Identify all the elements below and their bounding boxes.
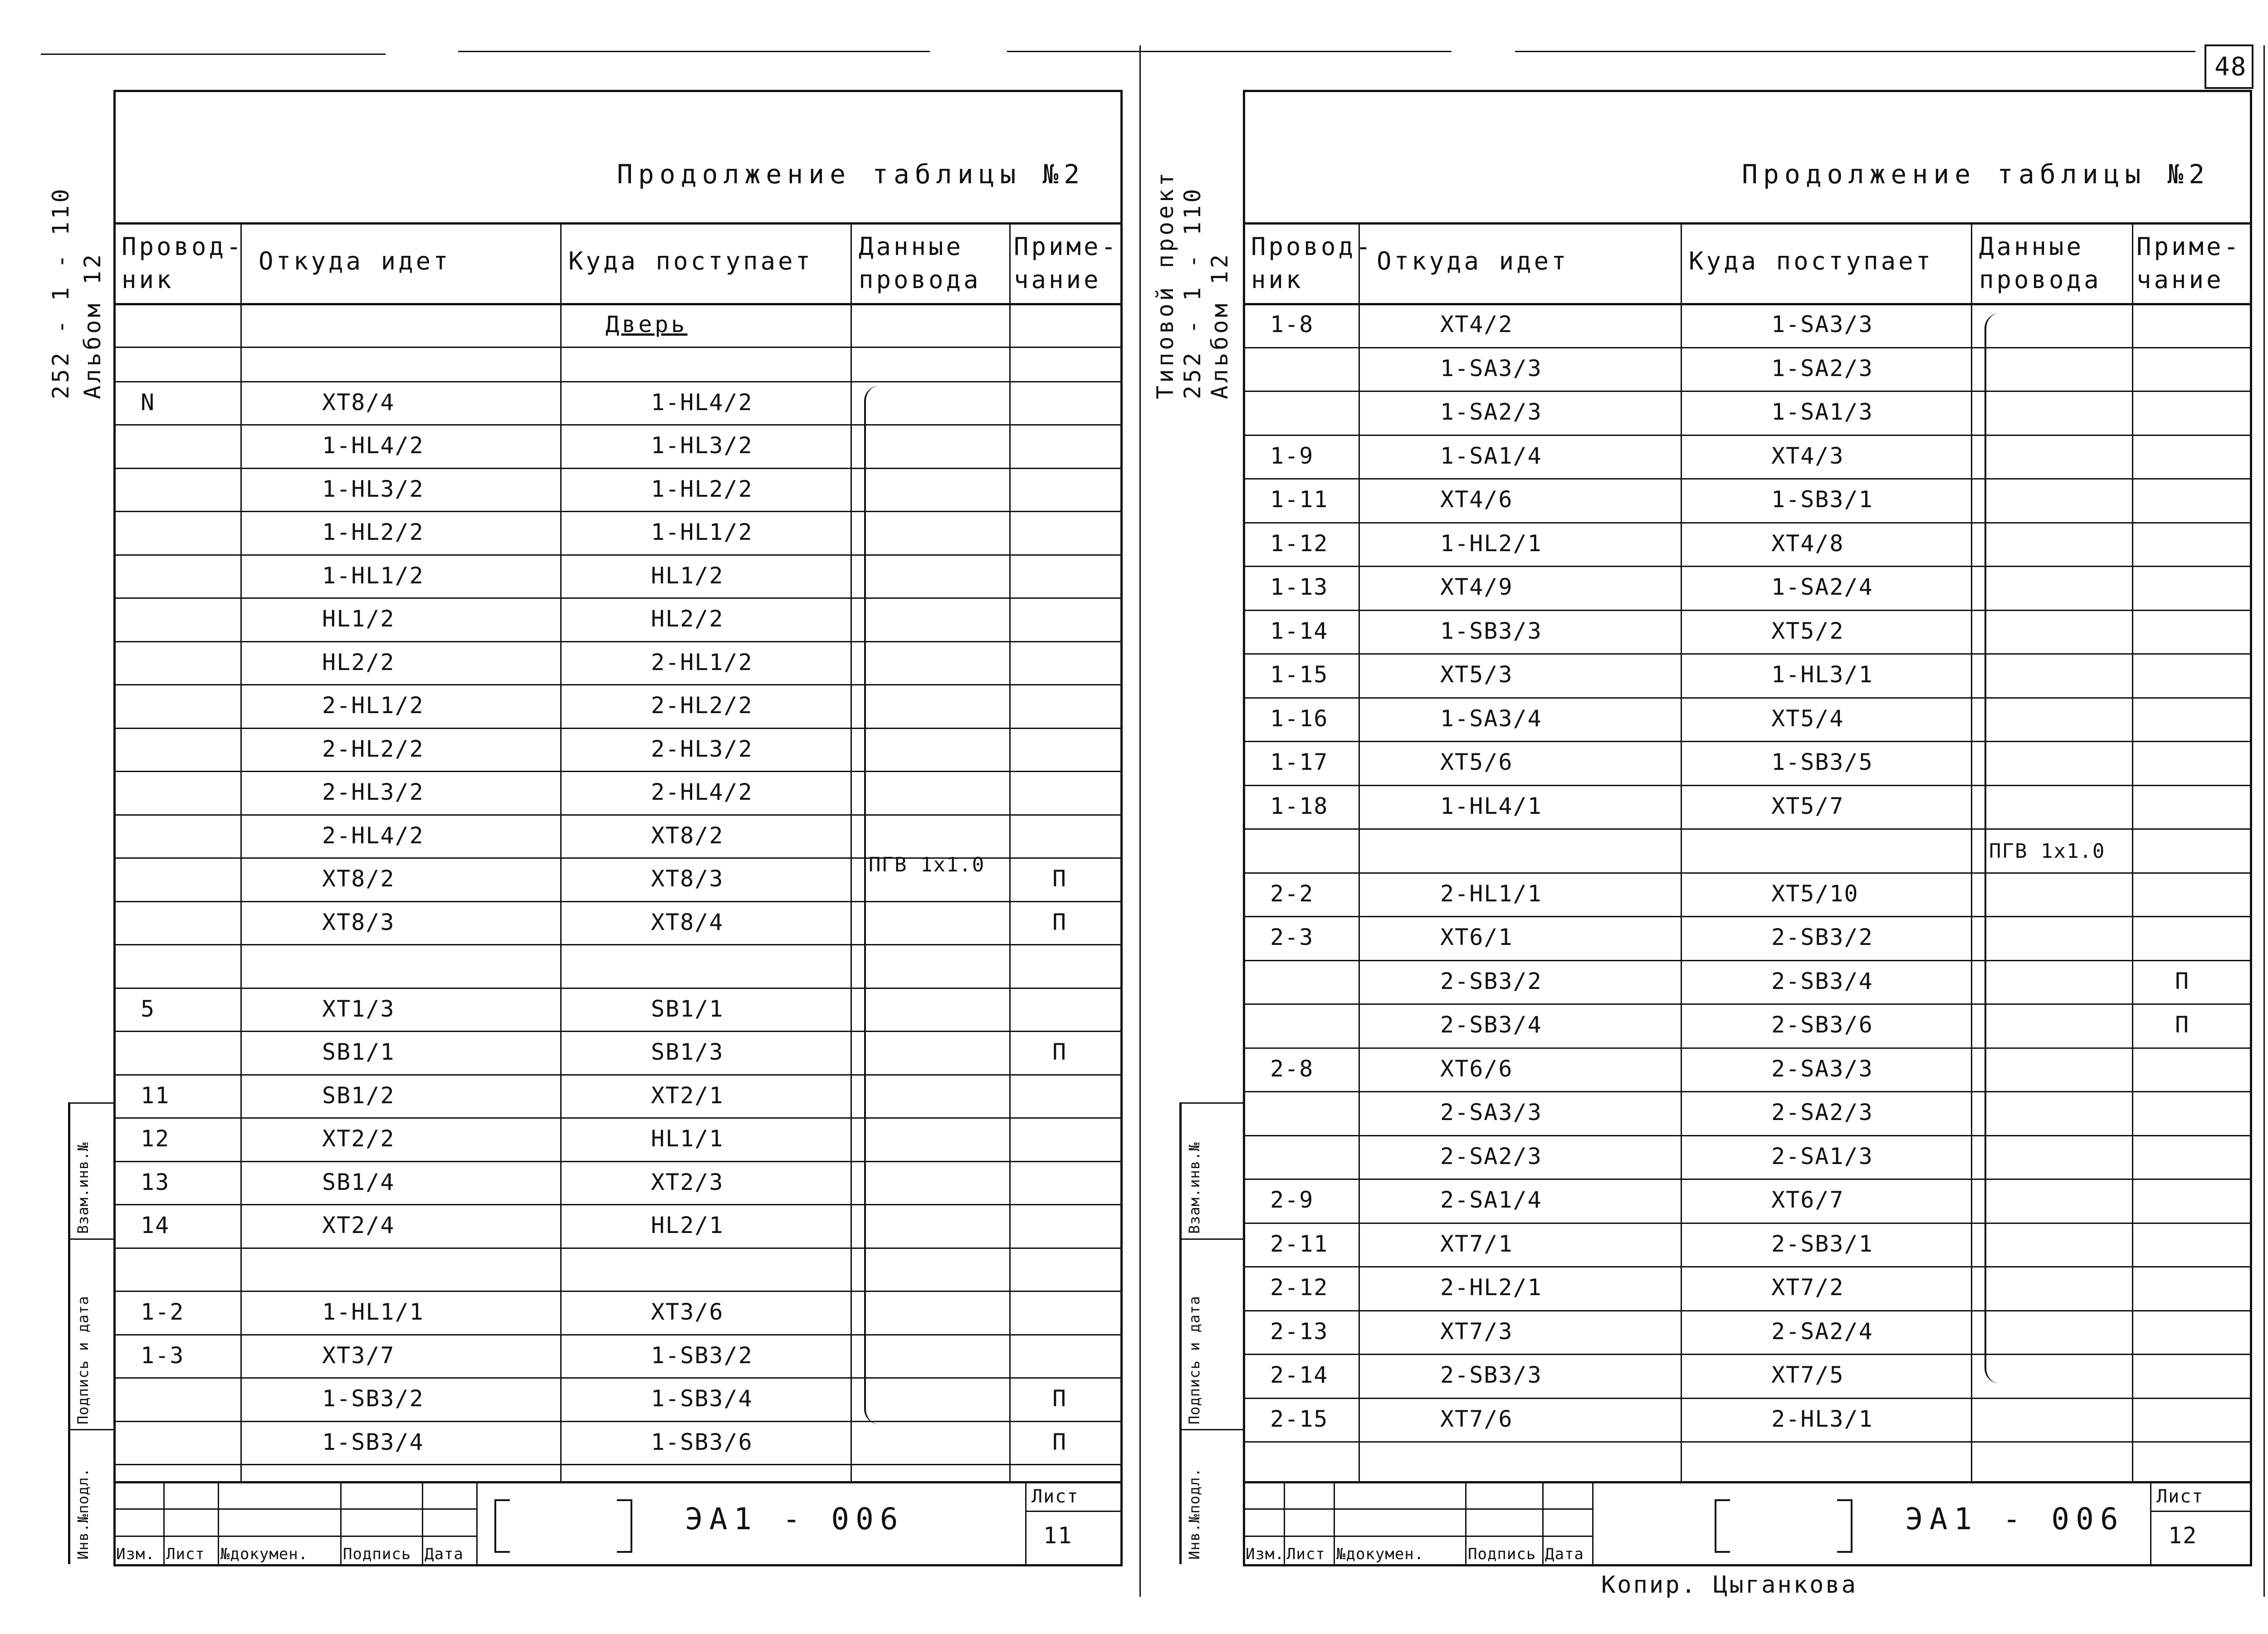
cell-to: 1-HL3/1 xyxy=(1771,661,1873,688)
wire-data-label: ПГВ 1х1.0 xyxy=(1989,840,2106,863)
stamp-bracket-right xyxy=(617,1499,632,1553)
cell-to: 2-HL4/2 xyxy=(651,779,753,806)
cell-wire: 2-2 xyxy=(1270,880,1314,907)
row-line xyxy=(1243,828,2250,830)
row-line xyxy=(1243,653,2250,655)
header-from-line: Откуда идет xyxy=(1377,247,1569,275)
cell-wire: 11 xyxy=(141,1082,170,1109)
row-line xyxy=(1243,1266,2250,1267)
row-line xyxy=(113,1161,1120,1162)
frame-bottom xyxy=(1243,1564,2252,1566)
row-line xyxy=(113,1031,1120,1032)
header-note xyxy=(2136,230,2241,297)
row-line xyxy=(1243,741,2250,742)
stamp-code: ЭА1 - 006 xyxy=(685,1502,904,1536)
cell-from: SB1/4 xyxy=(322,1169,395,1195)
row-line xyxy=(1243,697,2250,699)
cell-to: 2-SB3/6 xyxy=(1771,1012,1873,1038)
stamp-col-line xyxy=(422,1481,423,1564)
cell-to: 2-SB3/4 xyxy=(1771,968,1873,994)
header-wire-line: ник xyxy=(1251,265,1304,294)
header-bottom-line xyxy=(113,303,1123,305)
stamp-col-label: Дата xyxy=(425,1545,464,1563)
stamp-row-line xyxy=(1243,1508,1592,1510)
cell-from: 1-HL4/2 xyxy=(322,432,424,459)
cell-to: 2-HL3/1 xyxy=(1771,1405,1873,1432)
cell-from: XT5/3 xyxy=(1440,661,1513,688)
cell-to: 2-SA1/3 xyxy=(1771,1143,1873,1169)
side-stamp-label: Инв.№подл. xyxy=(74,1468,92,1560)
cell-to: HL2/1 xyxy=(651,1212,724,1239)
cell-to: 2-SB3/1 xyxy=(1771,1230,1873,1257)
stamp-col-label: Подпись xyxy=(343,1545,411,1563)
row-line xyxy=(113,1117,1120,1119)
header-from xyxy=(259,245,451,278)
cell-to: XT6/7 xyxy=(1771,1187,1844,1213)
cell-to: 2-HL3/2 xyxy=(651,735,753,762)
side-stamp-label: Подпись и дата xyxy=(74,1296,92,1424)
row-line xyxy=(113,684,1120,685)
cell-from: 2-SA1/4 xyxy=(1440,1187,1542,1213)
row-line xyxy=(1243,785,2250,786)
cell-from: XT4/2 xyxy=(1440,311,1513,338)
cell-to: XT8/3 xyxy=(651,866,724,892)
cell-to: 2-SA2/4 xyxy=(1771,1318,1873,1345)
cell-to: XT5/4 xyxy=(1771,705,1844,732)
row-line xyxy=(113,988,1120,989)
cell-from: 2-SA3/3 xyxy=(1440,1099,1542,1125)
row-line xyxy=(1243,435,2250,436)
side-album-label: Альбом 12 xyxy=(1207,252,1233,399)
cell-wire: 1-11 xyxy=(1270,486,1329,513)
cell-to: 1-HL2/2 xyxy=(651,475,753,502)
cell-from: 1-SB3/3 xyxy=(1440,617,1542,644)
cell-wire: 1-12 xyxy=(1270,530,1329,557)
cell-from: XT4/6 xyxy=(1440,486,1513,513)
row-line xyxy=(1243,1398,2250,1399)
cell-from: 2-SB3/2 xyxy=(1440,968,1542,994)
row-line xyxy=(1243,1354,2250,1355)
right-edge-line xyxy=(2263,45,2265,1597)
cell-from: HL1/2 xyxy=(322,606,395,632)
cell-from: 1-HL1/2 xyxy=(322,562,424,589)
header-bottom-line xyxy=(1243,303,2252,305)
column-divider xyxy=(1681,222,1682,1481)
cell-wire: 1-8 xyxy=(1270,311,1314,338)
cell-from: 2-HL2/1 xyxy=(1440,1274,1542,1301)
cell-wire: 1-15 xyxy=(1270,661,1329,688)
cell-wire: 1-9 xyxy=(1270,442,1314,469)
row-line xyxy=(1243,1003,2250,1005)
cell-to: XT4/8 xyxy=(1771,530,1844,557)
header-wire xyxy=(122,230,244,297)
stamp-top-line xyxy=(113,1481,1123,1483)
cell-to: XT5/2 xyxy=(1771,617,1844,644)
row-line xyxy=(113,944,1120,945)
cell-wire: 2-13 xyxy=(1270,1318,1329,1345)
fold-line xyxy=(1139,45,1141,1597)
stamp-sheet-number: 11 xyxy=(1043,1522,1073,1549)
cell-note: П xyxy=(1052,1039,1067,1066)
row-line xyxy=(113,1377,1120,1379)
row-line xyxy=(113,511,1120,512)
cell-wire: 12 xyxy=(141,1125,170,1152)
stamp-bracket-right xyxy=(1837,1499,1853,1553)
stamp-col-line xyxy=(218,1481,219,1564)
cell-note: П xyxy=(1052,1429,1067,1455)
cell-wire: 1-3 xyxy=(141,1342,185,1369)
row-line xyxy=(113,597,1120,599)
cell-to: 1-HL1/2 xyxy=(651,519,753,546)
side-stamp-label: Взам.инв.№ xyxy=(1186,1142,1203,1234)
stamp-col-label: Дата xyxy=(1545,1545,1584,1563)
header-top-line xyxy=(1243,222,2252,225)
cell-to: 1-HL4/2 xyxy=(651,389,753,416)
cell-to: XT2/1 xyxy=(651,1082,724,1109)
cell-from: XT6/1 xyxy=(1440,924,1513,950)
side-stamp-line xyxy=(1179,1102,1243,1104)
cell-from: XT1/3 xyxy=(322,995,395,1022)
cell-to: SB1/3 xyxy=(651,1039,724,1066)
cell-wire: 1-18 xyxy=(1270,793,1329,819)
stamp-col-label: №докумен. xyxy=(1336,1545,1424,1563)
cell-wire: 2-3 xyxy=(1270,924,1314,950)
frame-right xyxy=(2250,90,2252,1564)
cell-to: 1-SA2/4 xyxy=(1771,574,1873,600)
stamp-code: ЭА1 - 006 xyxy=(1905,1502,2125,1536)
cell-to: 1-SA3/3 xyxy=(1771,311,1873,338)
cell-to: XT2/3 xyxy=(651,1169,724,1195)
header-data-line: Данные xyxy=(1979,232,2084,261)
cell-wire: 1-2 xyxy=(141,1299,185,1326)
cell-wire: 5 xyxy=(141,995,156,1022)
row-line xyxy=(1243,1441,2250,1443)
side-stamp-label: Инв.№подл. xyxy=(1186,1468,1203,1560)
cell-wire: 1-13 xyxy=(1270,574,1329,600)
side-stamp-line xyxy=(1179,1429,1243,1430)
row-line xyxy=(113,728,1120,729)
row-line xyxy=(113,468,1120,469)
cell-wire: 2-15 xyxy=(1270,1405,1329,1432)
cell-from: 2-SB3/3 xyxy=(1440,1362,1542,1388)
cell-to: XT5/7 xyxy=(1771,793,1844,819)
cell-to: 2-SA2/3 xyxy=(1771,1099,1873,1125)
side-stamp-line xyxy=(1179,1238,1243,1240)
cell-to: HL1/1 xyxy=(651,1125,724,1152)
cell-from: XT8/4 xyxy=(322,389,395,416)
cell-from: XT6/6 xyxy=(1440,1055,1513,1082)
stamp-sheet-number: 12 xyxy=(2168,1522,2198,1549)
row-line xyxy=(1243,347,2250,348)
data-brace xyxy=(864,386,880,1424)
cell-from: HL2/2 xyxy=(322,649,395,675)
cell-to: XT3/6 xyxy=(651,1299,724,1326)
cell-from: XT2/2 xyxy=(322,1125,395,1152)
cell-wire: 1-16 xyxy=(1270,705,1329,732)
page-number-box xyxy=(2204,44,2253,89)
stamp-sheet-divider xyxy=(2150,1481,2151,1564)
stamp-top-line xyxy=(1243,1481,2252,1483)
stamp-col-line xyxy=(163,1481,165,1564)
cell-from: 1-HL3/2 xyxy=(322,475,424,502)
stamp-sheet-divider xyxy=(1025,1481,1026,1564)
header-to xyxy=(1689,245,1933,278)
stamp-sheet-line xyxy=(2150,1511,2250,1512)
cell-from: 2-HL3/2 xyxy=(322,779,424,806)
cell-note: П xyxy=(1052,866,1067,892)
stamp-col-label: №докумен. xyxy=(220,1545,308,1563)
frame-top xyxy=(1243,90,2252,92)
header-data-line: провода xyxy=(859,265,981,294)
stamp-col-label: Лист xyxy=(1286,1545,1325,1563)
side-project-code: 252 - 1 - 110 xyxy=(48,186,74,399)
frame-top xyxy=(113,90,1123,92)
cell-to: XT8/2 xyxy=(651,822,724,849)
cell-from: 1-HL2/2 xyxy=(322,519,424,546)
wire-data-label: ПГВ 1х1.0 xyxy=(869,853,985,876)
row-line xyxy=(113,814,1120,816)
stamp-col-label: Лист xyxy=(166,1545,205,1563)
page-number: 48 xyxy=(2214,52,2247,82)
row-line xyxy=(113,1204,1120,1205)
stamp-bracket-left xyxy=(1715,1499,1730,1553)
cell-wire: 2-8 xyxy=(1270,1055,1314,1082)
row-line xyxy=(113,1421,1120,1422)
frame-left xyxy=(1243,90,1245,1564)
row-line xyxy=(113,347,1120,348)
cell-from: 2-HL2/2 xyxy=(322,735,424,762)
row-line xyxy=(1243,916,2250,917)
cell-to: 2-SA3/3 xyxy=(1771,1055,1873,1082)
cell-to: XT5/10 xyxy=(1771,880,1859,907)
header-to-line: Куда поступает xyxy=(1689,247,1934,275)
cell-to: 1-HL3/2 xyxy=(651,432,753,459)
row-line xyxy=(113,901,1120,902)
cell-from: 1-SA1/4 xyxy=(1440,442,1542,469)
cell-from: SB1/2 xyxy=(322,1082,395,1109)
cell-from: XT7/1 xyxy=(1440,1230,1513,1257)
header-wire xyxy=(1251,230,1374,297)
header-to xyxy=(568,245,813,278)
cell-from: 1-HL2/1 xyxy=(1440,530,1542,557)
header-top-line xyxy=(113,222,1123,225)
stamp-sheet-label: Лист xyxy=(2156,1486,2204,1507)
stamp-col-line xyxy=(1592,1481,1593,1564)
frame-bottom xyxy=(113,1564,1123,1566)
cell-to: XT8/4 xyxy=(651,909,724,935)
stamp-col-line xyxy=(476,1481,478,1564)
cell-from: 2-HL1/2 xyxy=(322,692,424,719)
side-project-type: Типовой проект xyxy=(1152,170,1178,399)
side-stamp-left xyxy=(1179,1102,1182,1564)
stamp-row-line xyxy=(1243,1536,1592,1537)
header-note-line: Приме- xyxy=(1014,232,1119,261)
header-note-line: чание xyxy=(1014,265,1101,294)
row-line xyxy=(113,1464,1120,1465)
cell-from: XT7/3 xyxy=(1440,1318,1513,1345)
row-line xyxy=(1243,522,2250,523)
cell-to: 1-SB3/5 xyxy=(1771,749,1873,775)
column-divider xyxy=(1971,222,1972,1481)
column-divider xyxy=(1359,222,1360,1481)
frame-right xyxy=(1120,90,1123,1564)
cell-to: HL1/2 xyxy=(651,562,724,589)
side-project-code: 252 - 1 - 110 xyxy=(1179,186,1206,399)
top-dash xyxy=(41,54,386,55)
cell-wire: 2-11 xyxy=(1270,1230,1329,1257)
header-to-line: Куда поступает xyxy=(568,247,813,275)
stamp-sheet-line xyxy=(1025,1511,1120,1512)
row-line xyxy=(113,381,1120,382)
cell-to: HL2/2 xyxy=(651,606,724,632)
header-from xyxy=(1377,245,1569,278)
header-note-line: чание xyxy=(2136,265,2224,294)
cell-from: XT3/7 xyxy=(322,1342,395,1369)
row-line xyxy=(1243,1310,2250,1311)
side-album-label: Альбом 12 xyxy=(79,252,106,399)
side-stamp-label: Подпись и дата xyxy=(1186,1296,1203,1424)
cell-from: XT2/4 xyxy=(322,1212,395,1239)
row-line xyxy=(1243,1179,2250,1180)
cell-wire: 2-14 xyxy=(1270,1362,1329,1388)
cell-wire: 14 xyxy=(141,1212,170,1239)
cell-to: 1-SB3/4 xyxy=(651,1385,753,1412)
row-line xyxy=(1243,960,2250,961)
header-note xyxy=(1014,230,1119,297)
cell-wire: 1-17 xyxy=(1270,749,1329,775)
header-from-line: Откуда идет xyxy=(259,247,451,275)
cell-to: 1-SB3/1 xyxy=(1771,486,1873,513)
row-line xyxy=(113,1334,1120,1336)
header-data xyxy=(859,230,981,297)
cell-from: 1-SA2/3 xyxy=(1440,399,1542,425)
frame-left xyxy=(113,90,116,1564)
table-title: Продолжение таблицы №2 xyxy=(617,159,1085,190)
header-data-line: Данные xyxy=(859,232,964,261)
cell-to: 1-SA2/3 xyxy=(1771,355,1873,382)
row-line xyxy=(1243,1223,2250,1224)
header-data-line: провода xyxy=(1979,265,2102,294)
cell-from: 2-HL1/1 xyxy=(1440,880,1542,907)
cell-wire: 2-9 xyxy=(1270,1187,1314,1213)
top-dash xyxy=(458,51,930,52)
column-divider xyxy=(850,222,852,1481)
cell-to: SB1/1 xyxy=(651,995,724,1022)
cell-note: П xyxy=(1052,1385,1067,1412)
cell-wire: 13 xyxy=(141,1169,170,1195)
header-wire-line: Провод- xyxy=(122,232,244,261)
cell-from: 1-HL1/1 xyxy=(322,1299,424,1326)
row-line xyxy=(113,554,1120,556)
cell-to: 1-SA1/3 xyxy=(1771,399,1873,425)
row-line xyxy=(113,771,1120,772)
cell-to: 1-SB3/6 xyxy=(651,1429,753,1455)
stamp-col-label: Подпись xyxy=(1468,1545,1536,1563)
copyist-label: Копир. Цыганкова xyxy=(1601,1571,1857,1599)
row-line xyxy=(113,1291,1120,1292)
row-line xyxy=(1243,566,2250,567)
cell-from: XT8/2 xyxy=(322,866,395,892)
row-line xyxy=(113,641,1120,642)
cell-note: П xyxy=(2175,968,2190,994)
row-line xyxy=(1243,1047,2250,1049)
cell-from: XT7/6 xyxy=(1440,1405,1513,1432)
cell-from: XT8/3 xyxy=(322,909,395,935)
cell-from: 1-SB3/2 xyxy=(322,1385,424,1412)
cell-from: 1-SA3/4 xyxy=(1440,705,1542,732)
stamp-col-label: Изм. xyxy=(1246,1545,1285,1563)
row-line xyxy=(1243,391,2250,392)
cell-to: XT7/5 xyxy=(1771,1362,1844,1388)
row-line xyxy=(113,1248,1120,1249)
table-title: Продолжение таблицы №2 xyxy=(1742,159,2210,190)
cell-from: XT4/9 xyxy=(1440,574,1513,600)
row-line xyxy=(1243,1135,2250,1136)
header-wire-line: Провод- xyxy=(1251,232,1374,261)
cell-note: П xyxy=(1052,909,1067,935)
cell-to: 2-SB3/2 xyxy=(1771,924,1873,950)
cell-from: 2-SA2/3 xyxy=(1440,1143,1542,1169)
top-dash xyxy=(1007,51,1452,52)
side-stamp-line xyxy=(68,1102,113,1104)
row-line xyxy=(1243,478,2250,479)
column-divider xyxy=(1009,222,1011,1481)
row-line xyxy=(1243,872,2250,874)
cell-note: П xyxy=(2175,1012,2190,1038)
row-line xyxy=(1243,610,2250,611)
column-divider xyxy=(560,222,562,1481)
stamp-col-line xyxy=(1334,1481,1335,1564)
side-stamp-line xyxy=(68,1238,113,1240)
stamp-bracket-left xyxy=(494,1499,510,1553)
header-wire-line: ник xyxy=(122,265,174,294)
cell-wire: 2-12 xyxy=(1270,1274,1329,1301)
cell-from: 2-SB3/4 xyxy=(1440,1012,1542,1038)
header-note-line: Приме- xyxy=(2136,232,2242,261)
cell-from: SB1/1 xyxy=(322,1039,395,1066)
top-dash xyxy=(1515,51,2195,52)
cell-from: 1-HL4/1 xyxy=(1440,793,1542,819)
stamp-sheet-label: Лист xyxy=(1031,1486,1079,1507)
header-data xyxy=(1979,230,2102,297)
cell-to: 2-HL1/2 xyxy=(651,649,753,675)
side-stamp-left xyxy=(68,1102,70,1564)
cell-from: 2-HL4/2 xyxy=(322,822,424,849)
row-line xyxy=(1243,1091,2250,1092)
row-line xyxy=(113,1074,1120,1076)
column-divider xyxy=(2132,222,2133,1481)
cell-from: 1-SB3/4 xyxy=(322,1429,424,1455)
stamp-col-label: Изм. xyxy=(116,1545,155,1563)
cell-wire: N xyxy=(141,389,156,416)
cell-to: XT4/3 xyxy=(1771,442,1844,469)
cell-from: 1-SA3/3 xyxy=(1440,355,1542,382)
section-label: Дверь xyxy=(606,311,688,338)
cell-to: 1-SB3/2 xyxy=(651,1342,753,1369)
cell-to: 2-HL2/2 xyxy=(651,692,753,719)
row-line xyxy=(113,424,1120,426)
stamp-col-line xyxy=(1542,1481,1544,1564)
cell-wire: 1-14 xyxy=(1270,617,1329,644)
stamp-col-line xyxy=(340,1481,342,1564)
column-divider xyxy=(240,222,242,1481)
side-stamp-line xyxy=(68,1429,113,1430)
cell-from: XT5/6 xyxy=(1440,749,1513,775)
side-stamp-label: Взам.инв.№ xyxy=(74,1142,92,1234)
cell-to: XT7/2 xyxy=(1771,1274,1844,1301)
stamp-col-line xyxy=(1465,1481,1466,1564)
